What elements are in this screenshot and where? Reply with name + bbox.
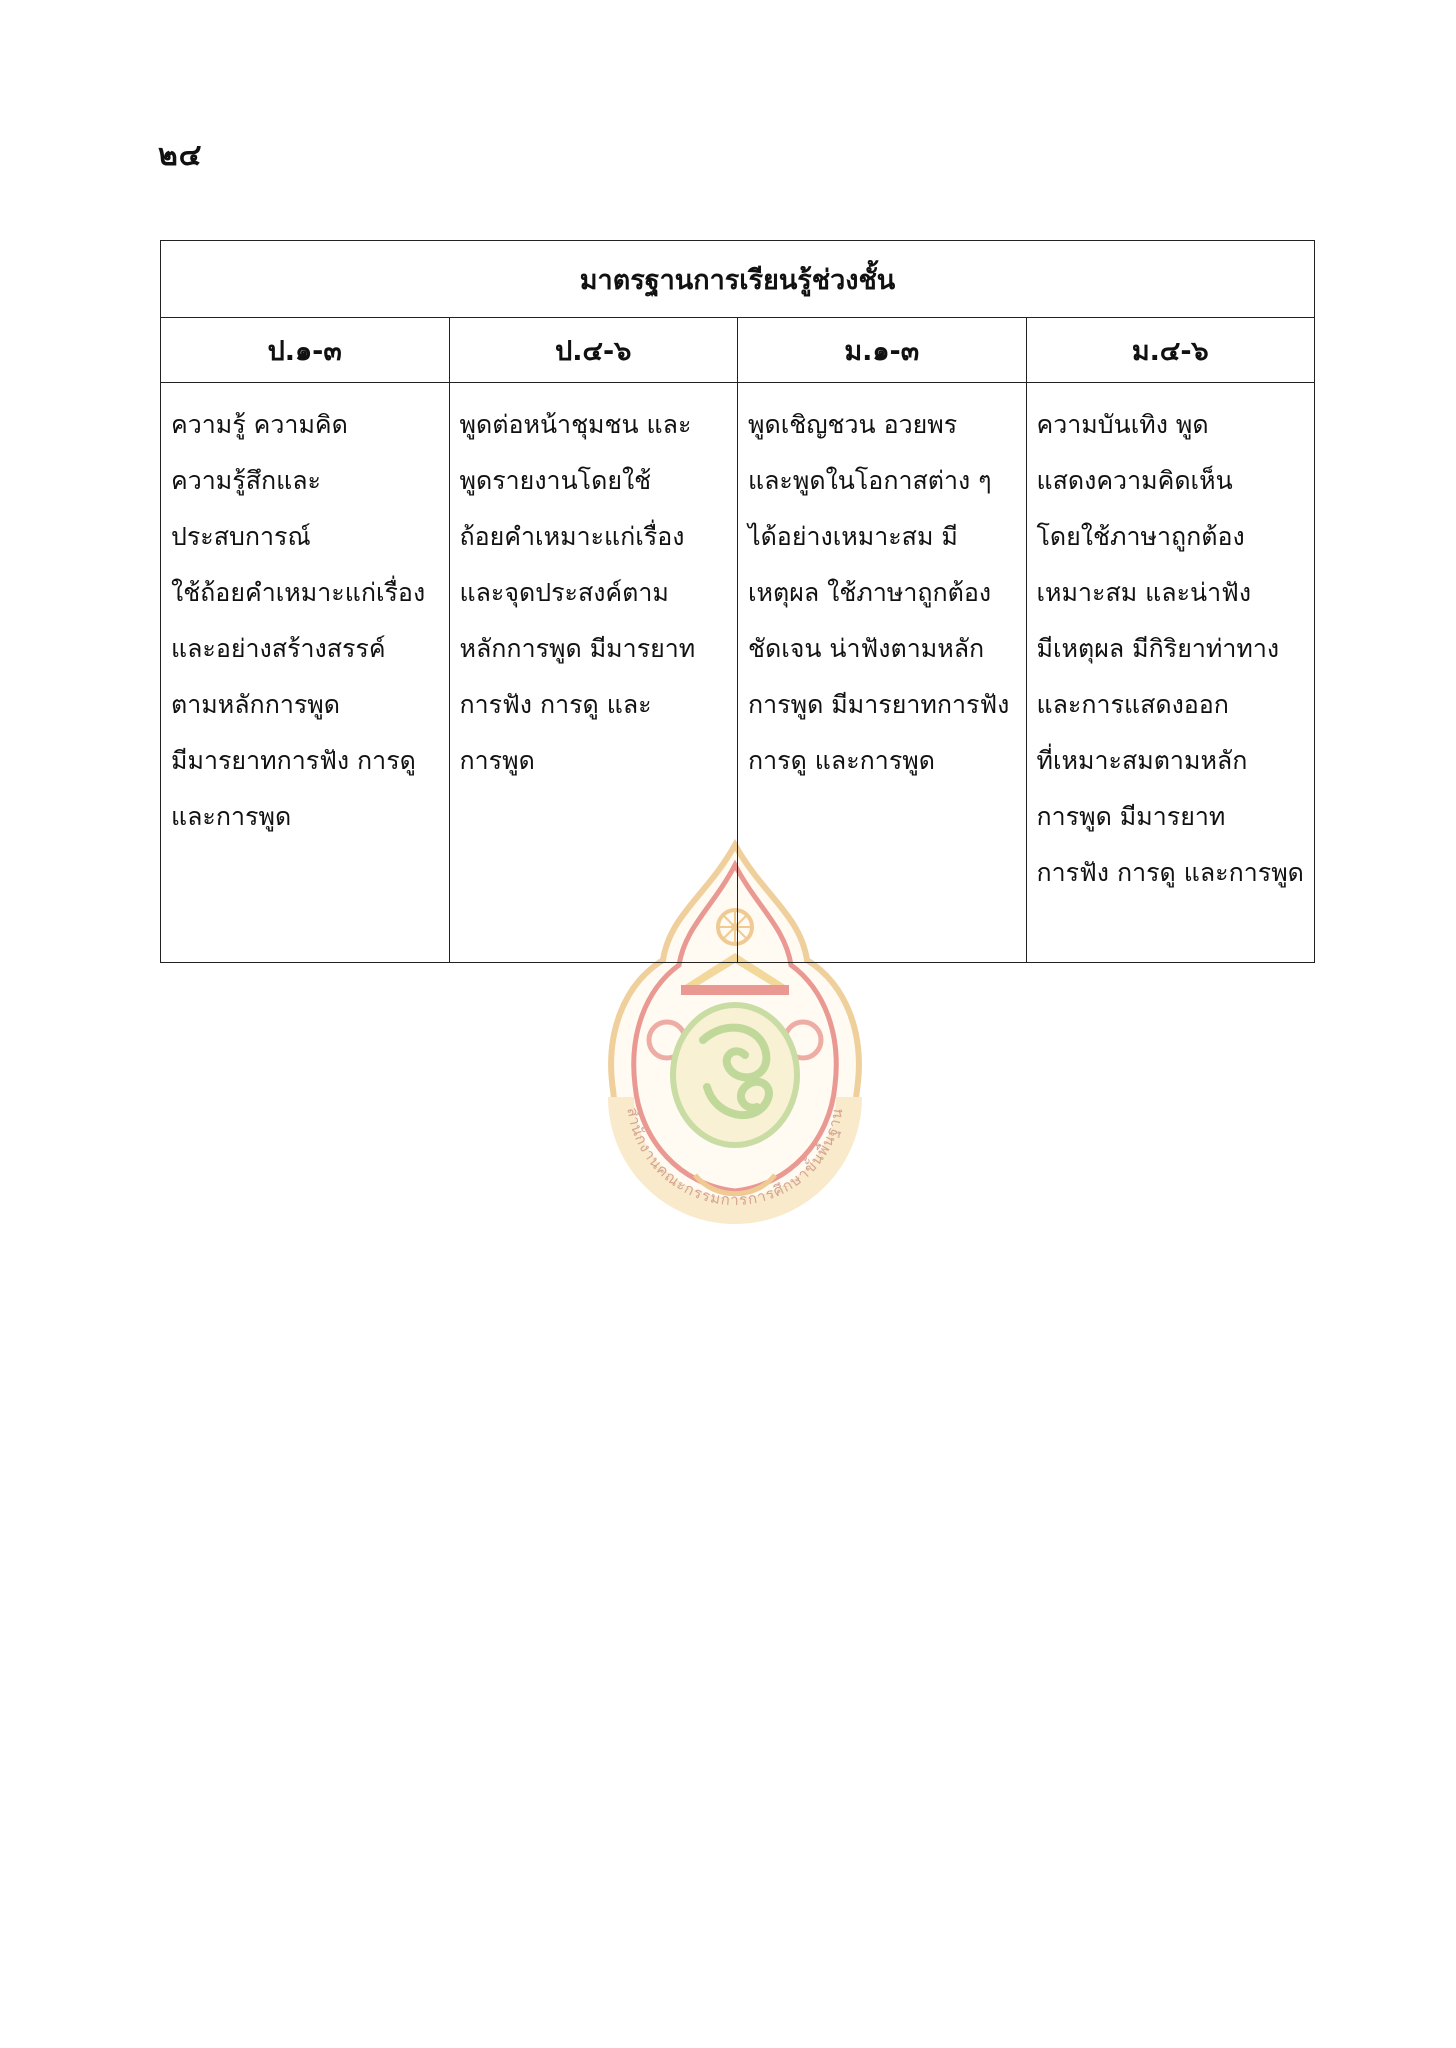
- page-number: ๒๔: [158, 138, 203, 173]
- column-header-p1-3: ป.๑-๓: [161, 318, 450, 383]
- learning-standards-table: [160, 240, 1315, 963]
- table-title: มาตรฐานการเรียนรู้ช่วงชั้น: [161, 241, 1315, 318]
- standard-cell-p1-3: ความรู้ ความคิด ความรู้สึกและประสบการณ์ ใช้ถ้อยคำเหมาะแก่เรื่อง และอย่างสร้างสรรค์ ตามหลักการพูด มีมารยาทการฟัง การดู และการพูด: [161, 383, 450, 963]
- standard-cell-m1-3: พูดเชิญชวน อวยพร และพูดในโอกาสต่าง ๆ ได้อย่างเหมาะสม มี เหตุผล ใช้ภาษาถูกต้อง ชัดเจน น่าฟังตามหลัก การพูด มีมารยาทการฟัง การดู และการพูด: [738, 383, 1027, 963]
- standard-cell-m4-6: ความบันเทิง พูด แสดงความคิดเห็น โดยใช้ภาษาถูกต้อง เหมาะสม และน่าฟัง มีเหตุผล มีกิริยาท่าทาง และการแสดงออก ที่เหมาะสมตามหลัก การพูด มีมารยาท การฟัง การดู และการพูด: [1026, 383, 1315, 963]
- svg-text:สำนักงานคณะกรรมการการศึกษาขั้น: สำนักงานคณะกรรมการการศึกษาขั้นพื้นฐาน: [623, 1105, 847, 1210]
- table-title-row: [161, 241, 1315, 318]
- column-header-p4-6: ป.๔-๖: [449, 318, 738, 383]
- table-row: [161, 383, 1315, 963]
- standard-cell-p4-6: พูดต่อหน้าชุมชน และ พูดรายงานโดยใช้ ถ้อยคำเหมาะแก่เรื่อง และจุดประสงค์ตาม หลักการพูด มีมารยาท การฟัง การดู และ การพูด: [449, 383, 738, 963]
- table-header-row: [161, 318, 1315, 383]
- column-header-m1-3: ม.๑-๓: [738, 318, 1027, 383]
- column-header-m4-6: ม.๔-๖: [1026, 318, 1315, 383]
